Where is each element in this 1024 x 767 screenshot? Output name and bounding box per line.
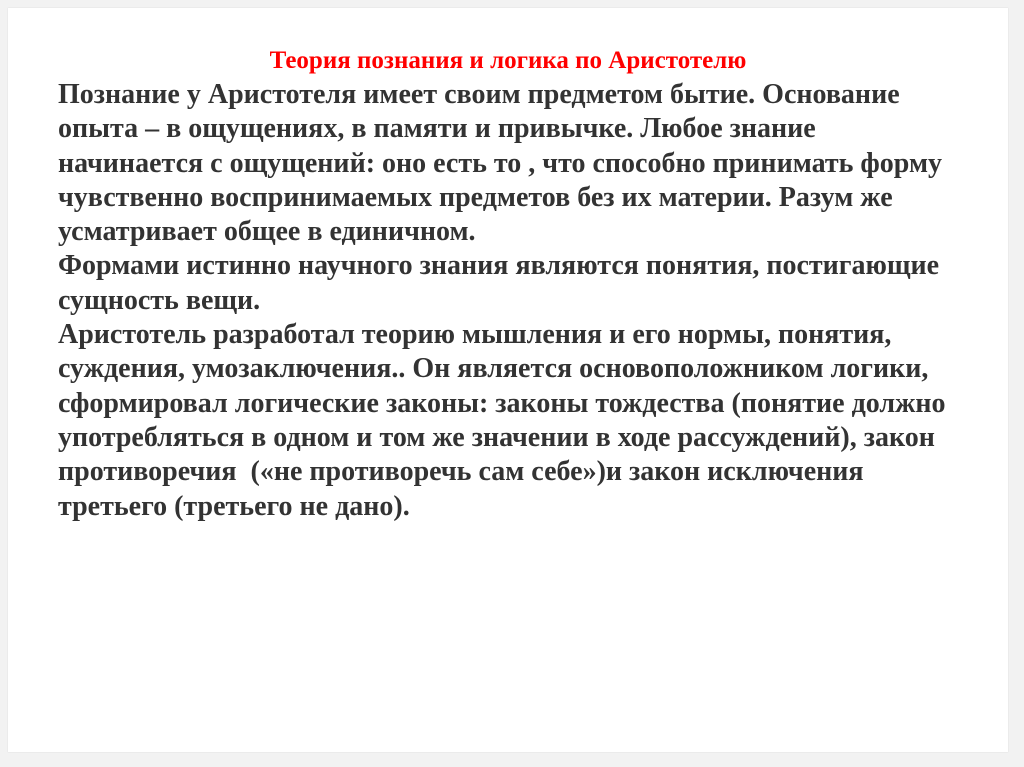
body-line: начинается с ощущений: оно есть то , что способно принимать форму	[58, 147, 943, 179]
body-line: употребляться в одном и том же значении в ходе рассуждений), закон	[58, 421, 935, 453]
body-line: усматривает общее в единичном.	[58, 216, 476, 248]
body-line: суждения, умозаключения.. Он является основоположником логики,	[58, 353, 929, 385]
body-line: третьего (третьего не дано).	[58, 490, 410, 522]
slide-title: Теория познания и логика по Аристотелю	[269, 47, 747, 74]
body-line: сущность вещи.	[58, 284, 261, 316]
body-line: противоречия («не противоречь сам себе»)и закон исключения	[58, 456, 864, 488]
body-line: Познание у Аристотеля имеет своим предметом бытие. Основание	[58, 79, 900, 110]
body-line: Аристотель разработал теорию мышления и его нормы, понятия,	[58, 319, 892, 351]
body-line: сформировал логические законы: законы тождества (понятие должно	[58, 387, 946, 419]
body-line: опыта – в ощущениях, в памяти и привычке. Любое знание	[58, 113, 816, 145]
slide	[8, 8, 1008, 752]
body-line: чувственно воспринимаемых предметов без их материи. Разум же	[58, 181, 893, 213]
body-line: Формами истинно научного знания являются понятия, постигающие	[58, 250, 940, 282]
slide-body-text	[58, 78, 988, 524]
